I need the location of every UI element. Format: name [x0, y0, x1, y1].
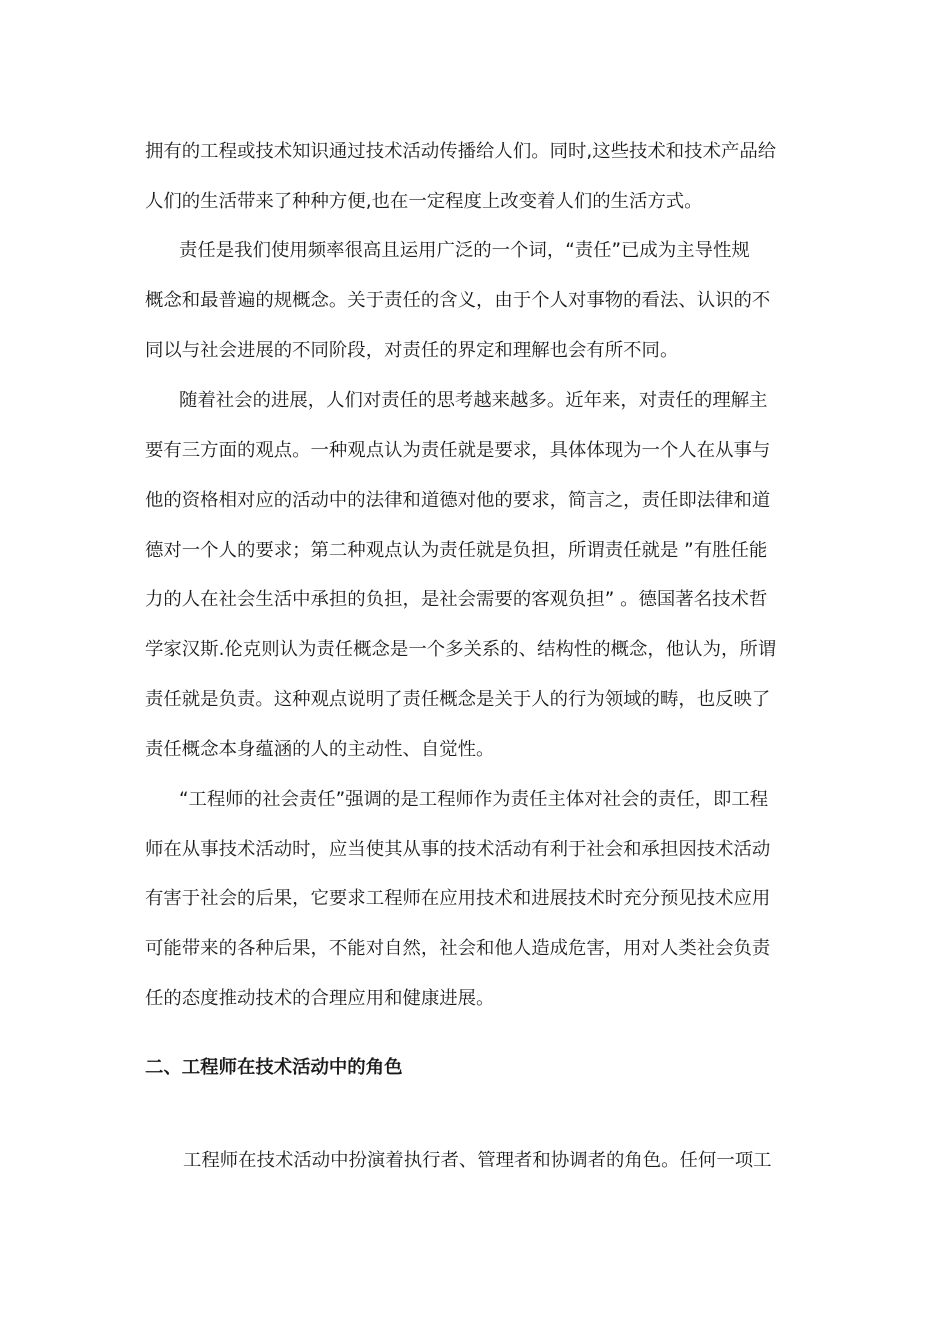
paragraph-line: 责任是我们使用频率很高且运用广泛的一个词，“责任”已成为主导性规 [179, 240, 750, 261]
paragraph-line: 概念和最普遍的规概念。关于责任的含义，由于个人对事物的看法、认识的不 [145, 290, 771, 311]
paragraph-line: “工程师的社会责任”强调的是工程师作为责任主体对社会的责任，即工程 [179, 789, 769, 810]
paragraph-line: 人们的生活带来了种种方便,也在一定程度上改变着人们的生活方式。 [145, 191, 703, 212]
paragraph-line: 学家汉斯.伦克则认为责任概念是一个多关系的、结构性的概念，他认为，所谓 [145, 639, 777, 660]
section-heading: 二、工程师在技术活动中的角色 [145, 1057, 403, 1078]
paragraph-line: 师在从事技术活动时，应当使其从事的技术活动有利于社会和承担因技术活动 [145, 839, 771, 860]
paragraph-line: 随着社会的进展，人们对责任的思考越来越多。近年来，对责任的理解主 [179, 390, 768, 411]
paragraph-line: 拥有的工程或技术知识通过技术活动传播给人们。同时,这些技术和技术产品给 [145, 141, 777, 162]
paragraph-line: 同以与社会进展的不同阶段，对责任的界定和理解也会有所不同。 [145, 340, 679, 361]
paragraph-line: 责任概念本身蕴涵的人的主动性、自觉性。 [145, 739, 495, 760]
paragraph-line: 力的人在社会生活中承担的负担，是社会需要的客观负担” 。德国著名技术哲 [145, 589, 768, 610]
paragraph-line: 责任就是负责。这种观点说明了责任概念是关于人的行为领域的畴，也反映了 [145, 689, 771, 710]
paragraph-line: 德对一个人的要求；第二种观点认为责任就是负担，所谓责任就是 ”有胜任能 [145, 540, 768, 561]
paragraph-line: 要有三方面的观点。一种观点认为责任就是要求，具体体现为一个人在从事与 [145, 440, 771, 461]
paragraph-line: 可能带来的各种后果，不能对自然，社会和他人造成危害，用对人类社会负责 [145, 938, 771, 959]
paragraph-line: 他的资格相对应的活动中的法律和道德对他的要求，简言之，责任即法律和道 [145, 490, 771, 511]
paragraph-line: 工程师在技术活动中扮演着执行者、管理者和协调者的角色。任何一项工 [183, 1150, 772, 1171]
paragraph-line: 有害于社会的后果，它要求工程师在应用技术和进展技术时充分预见技术应用 [145, 888, 771, 909]
paragraph-line: 任的态度推动技术的合理应用和健康进展。 [145, 988, 495, 1009]
